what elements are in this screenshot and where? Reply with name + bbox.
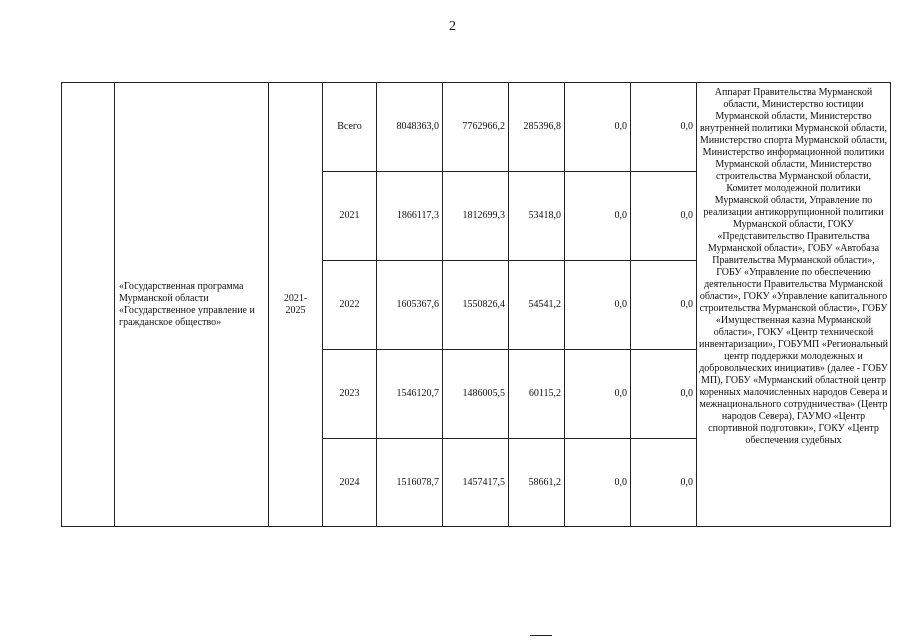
page-number: 2 xyxy=(449,19,456,34)
regional-budget-cell: 1457417,5 xyxy=(443,439,509,527)
federal-budget-cell: 53418,0 xyxy=(509,172,565,261)
local-budget-cell: 0,0 xyxy=(565,261,631,350)
executors-text: Аппарат Правительства Мурманской области, Министерство юстиции Мурманской области, Министерство внутренней политики Мурманской области, Министерство спорта Мурманской области, Министерство информационной политики Мурманской области, Министерство строительства Мурманской области, Комитет молодежной политики Мурманской области, Управление по реализации антикоррупционной политики Мурманской области, ГОКУ «Представительство Правительства Мурманской области», ГОБУ «Автобаза Правительства Мурманской области», ГОБУ «Управление по обеспечению деятельности Правительства Мурманской области», ГОКУ «Управление капитального строительства Мурманской области», ГОБУ «Имущественная казна Мурманской области», ГОКУ «Центр технической инвентаризации», ГОБУМП «Региональный центр поддержки молодежных и добровольческих инициатив» (далее - ГОБУ МП), ГОБУ «Мурманский областной центр коренных малочисленных народов Севера и межнационального сотрудничества» (Центр народов Севера), ГАУМО «Центр спортивной подготовки», ГОКУ «Центр обеспечения судебных xyxy=(699,87,888,446)
year-cell: 2023 xyxy=(323,350,377,439)
local-budget-cell: 0,0 xyxy=(565,83,631,172)
federal-budget-cell: 60115,2 xyxy=(509,350,565,439)
executors-cell xyxy=(697,83,891,527)
budget-table xyxy=(61,82,891,527)
other-sources-cell: 0,0 xyxy=(631,83,697,172)
year-cell: 2021 xyxy=(323,172,377,261)
period-text: 2021- 2025 xyxy=(283,292,308,316)
local-budget-cell: 0,0 xyxy=(565,350,631,439)
federal-budget-cell: 58661,2 xyxy=(509,439,565,527)
other-sources-cell: 0,0 xyxy=(631,261,697,350)
total-cell: 1605367,6 xyxy=(377,261,443,350)
regional-budget-cell: 1486005,5 xyxy=(443,350,509,439)
year-cell: 2022 xyxy=(323,261,377,350)
program-name-cell: «Государственная программа Мурманской области «Государственное управление и гражданское общество» xyxy=(115,83,269,527)
total-cell: 1866117,3 xyxy=(377,172,443,261)
year-cell: 2024 xyxy=(323,439,377,527)
regional-budget-cell: 1550826,4 xyxy=(443,261,509,350)
other-sources-cell: 0,0 xyxy=(631,172,697,261)
total-cell: 1546120,7 xyxy=(377,350,443,439)
bottom-rule xyxy=(530,635,552,636)
local-budget-cell: 0,0 xyxy=(565,172,631,261)
regional-budget-cell: 7762966,2 xyxy=(443,83,509,172)
regional-budget-cell: 1812699,3 xyxy=(443,172,509,261)
other-sources-cell: 0,0 xyxy=(631,439,697,527)
federal-budget-cell: 285396,8 xyxy=(509,83,565,172)
period-cell xyxy=(269,83,323,527)
local-budget-cell: 0,0 xyxy=(565,439,631,527)
empty-cell xyxy=(62,83,115,527)
other-sources-cell: 0,0 xyxy=(631,350,697,439)
total-cell: 8048363,0 xyxy=(377,83,443,172)
total-cell: 1516078,7 xyxy=(377,439,443,527)
federal-budget-cell: 54541,2 xyxy=(509,261,565,350)
table-row-total xyxy=(62,83,891,172)
year-cell: Всего xyxy=(323,83,377,172)
